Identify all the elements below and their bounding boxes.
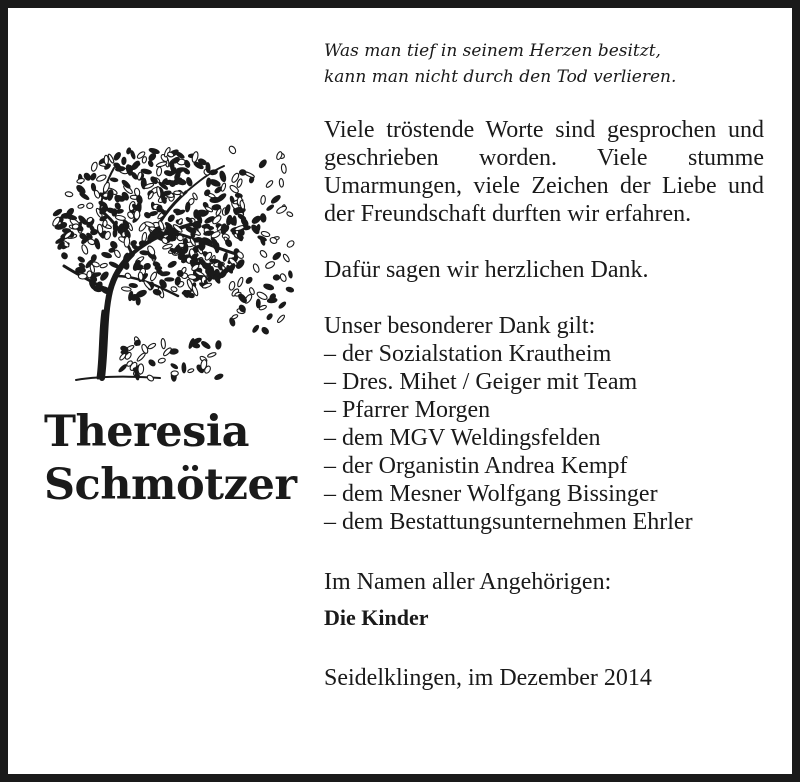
memorial-quote <box>324 38 764 90</box>
quote-line-1: Was man tief in seinem Herzen besitzt, <box>324 41 661 61</box>
windblown-tree-icon <box>40 126 300 388</box>
special-thanks-list <box>324 340 764 536</box>
list-item: – dem Bestattungsunternehmen Ehrler <box>324 509 693 535</box>
special-thanks <box>324 312 764 536</box>
left-column <box>8 8 313 774</box>
list-item: – Pfarrer Morgen <box>324 397 491 423</box>
list-item: – der Organistin Andrea Kempf <box>324 453 628 479</box>
deceased-name <box>44 406 296 512</box>
thanks-paragraph: Viele tröstende Worte sind gesprochen und geschrieben worden. Viele stumme Umarmungen, viele Zeichen der Liebe und der Freundschaft durften wir erfahren. <box>324 117 764 227</box>
place-and-date: Seidelklingen, im Dezember 2014 <box>324 665 652 691</box>
signature-signers: Die Kinder <box>324 605 429 630</box>
special-thanks-intro: Unser besonderer Dank gilt: <box>324 313 596 339</box>
thanks-statement: Dafür sagen wir herzlichen Dank. <box>324 257 649 283</box>
list-item: – der Sozialstation Krautheim <box>324 341 612 367</box>
signature-intro: Im Namen aller Angehörigen: <box>324 569 612 595</box>
list-item: – Dres. Mihet / Geiger mit Team <box>324 369 638 395</box>
right-column <box>324 38 764 692</box>
deceased-first-name: Theresia <box>44 407 250 457</box>
list-item: – dem MGV Weldingsfelden <box>324 425 601 451</box>
deceased-last-name: Schmötzer <box>44 460 297 510</box>
quote-line-2: kann man nicht durch den Tod verlieren. <box>324 67 677 87</box>
list-item: – dem Mesner Wolfgang Bissinger <box>324 481 658 507</box>
